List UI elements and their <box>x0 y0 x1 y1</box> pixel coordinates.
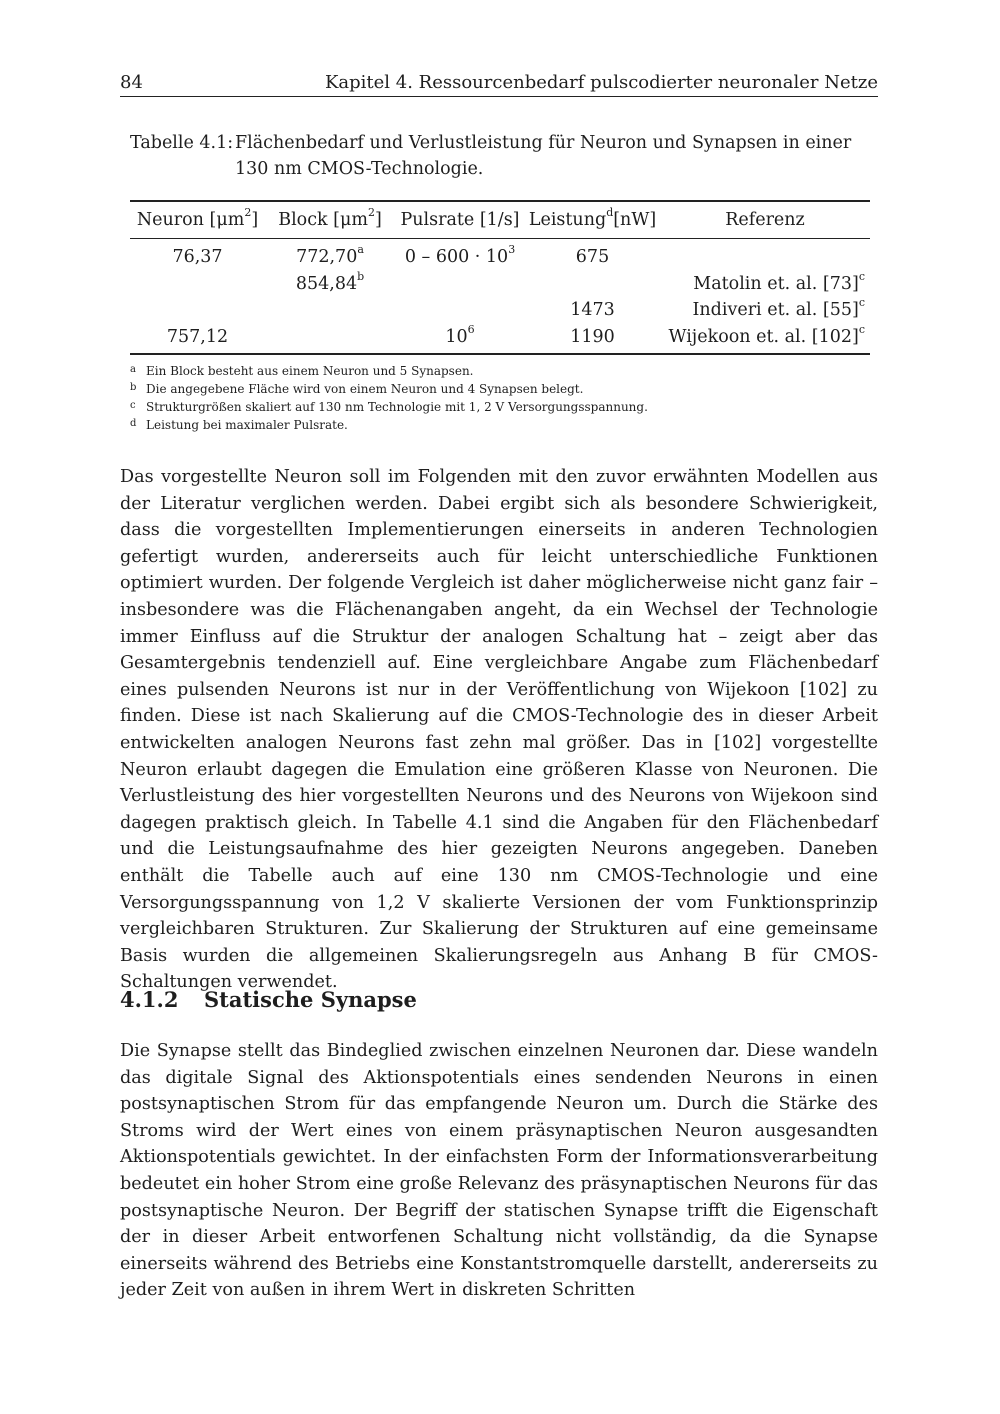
running-header <box>120 72 878 97</box>
table-cell: 675 <box>575 247 610 267</box>
table-footnote: a Ein Block besteht aus einem Neuron und 5 Synapsen. <box>130 364 474 378</box>
table-cell: 76,37 <box>172 247 223 267</box>
header-neuron: Neuron $[\mu m^2]$ <box>136 206 259 230</box>
table-footnote: c Strukturgrößen skaliert auf 130 nm Technologie mit 1, 2 V Versorgungsspannung. <box>130 400 648 414</box>
header-referenz: Referenz <box>725 210 805 230</box>
table-cell: Wijekoon et. al. $[102]^c$ <box>668 323 865 347</box>
table-footnote: d Leistung bei maximaler Pulsrate. <box>130 418 348 432</box>
header-block: Block $[\mu m^2]$ <box>278 206 382 230</box>
table-bottom-rule <box>130 353 870 355</box>
header-leistung: Leistung$^d$[nW] <box>528 206 657 230</box>
body-paragraph: Das vorgestellte Neuron soll im Folgenden mit den zuvor erwähnten Modellen aus der Literatur verglichen werden. Dabei ergibt sich als besondere Schwierigkeit, dass die vorgestellten Implementierungen einerseits in anderen Technologien gefertigt wurden, andererseits auch für leicht unterschiedliche Funktionen optimiert wurden. Der folgende Vergleich ist daher möglicherweise nicht ganz fair – insbesondere was die Flächenangaben angeht, da ein Wechsel der Technologie immer Einfluss auf die Struktur der analogen Schaltung hat – zeigt aber das Gesamtergebnis tendenziell auf. Eine vergleichbare Angabe zum Flächenbedarf eines pulsenden Neurons ist nur in der Veröffentlichung von Wijekoon [102] zu finden. Diese ist nach Skalierung auf die CMOS-Technologie des in dieser Arbeit entwickelten analogen Neurons fast zehn mal größer. Das in [102] vorgestellte Neuron erlaubt dagegen die Emulation eine größeren Klasse von Neuronen. Die Verlustleistung des hier vorgestellten Neurons und des Neurons von Wijekoon sind dagegen praktisch gleich. In Tabelle 4.1 sind die Angaben für den Flächenbedarf und die Leistungsaufnahme des hier gezeigten Neurons angegeben. Daneben enthält die Tabelle auch auf eine 130 nm CMOS-Technologie und eine Versorgungsspannung von 1,2 V skalierte Versionen der vom Funktionsprinzip vergleichbaren Strukturen. Zur Skalierung der Strukturen auf eine gemeinsame Basis wurden die allgemeinen Skalierungsregeln aus Anhang B für CMOS-Schaltungen verwendet. <box>120 467 878 993</box>
section-title: Statische Synapse <box>204 987 417 1012</box>
table-cell: 757,12 <box>166 327 229 347</box>
table-caption-text: Flächenbedarf und Verlustleistung für Neuron und Synapsen in einer 130 nm CMOS-Technologie. <box>235 133 852 179</box>
body-paragraph: Die Synapse stellt das Bindeglied zwischen einzelnen Neuronen dar. Diese wandeln das digitale Signal des Aktionspotentials eines sendenden Neurons in einen postsynaptischen Strom für das empfangende Neuron um. Durch die Stärke des Stroms wird der Wert eines von einem präsynaptischen Neuron ausgesandten Aktionspotentials gewichtet. In der einfachsten Form der Informationsverarbeitung bedeutet ein hoher Strom eine große Relevanz des präsynaptischen Neurons für das postsynaptische Neuron. Der Begriff der statischen Synapse trifft die Eigenschaft der in dieser Arbeit entworfenen Schaltung nicht vollständig, da die Synapse einerseits während des Betriebs eine Konstantstromquelle darstellt, andererseits zu jeder Zeit von außen in ihrem Wert in diskreten Schritten <box>120 1041 878 1301</box>
table-cell: 854,84$^b$ <box>295 270 365 294</box>
table-top-rule <box>130 200 870 202</box>
chapter-title: Kapitel 4. Ressourcenbedarf pulscodierter neuronaler Netze <box>324 72 878 93</box>
section-heading <box>120 985 417 1015</box>
table-mid-rule <box>130 238 870 239</box>
table-cell: $10^6$ <box>445 323 475 347</box>
table-cell: 1473 <box>570 300 615 320</box>
section-number: 4.1.2 <box>120 987 179 1012</box>
table-cell: $0 - 600 \cdot 10^3$ <box>404 243 516 267</box>
table-footnote: b Die angegebene Fläche wird von einem Neuron und 4 Synapsen belegt. <box>130 382 584 396</box>
table-cell: Indiveri et. al. $[55]^c$ <box>692 296 865 320</box>
page-number: 84 <box>120 72 143 93</box>
table-cell: Matolin et. al. $[73]^c$ <box>693 270 865 294</box>
table-cell: 1190 <box>570 327 615 347</box>
table-cell: 772,70$^a$ <box>296 243 364 267</box>
table-caption-label: Tabelle 4.1: <box>130 133 234 153</box>
header-pulsrate: Pulsrate [1/s] <box>400 210 520 230</box>
